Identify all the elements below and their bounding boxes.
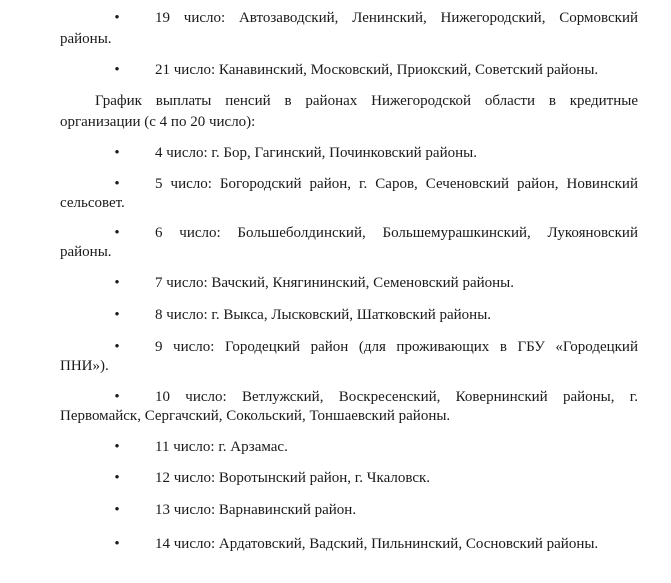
- list-item-text: 12 число: Воротынский район, г. Чкаловск.: [155, 470, 431, 486]
- list-item-text: 11 число: г. Арзамас.: [155, 439, 288, 455]
- list-item-text: 5 число: Богородский район, г. Саров, Сеченовский район, Новинский: [155, 176, 638, 192]
- bullet-icon: •: [114, 502, 120, 518]
- list-item-text: 6 число: Большеболдинский, Большемурашкинский, Лукояновский: [155, 225, 638, 241]
- list-item-text: 8 число: г. Выкса, Лысковский, Шатковский районы.: [155, 307, 492, 323]
- list-item-continuation: районы.: [60, 31, 112, 47]
- list-item-text: 4 число: г. Бор, Гагинский, Починковский районы.: [155, 145, 477, 161]
- list-item-text: 9 число: Городецкий район (для проживающих в ГБУ «Городецкий: [155, 339, 638, 355]
- bullet-icon: •: [114, 307, 120, 323]
- list-item-continuation: сельсовет.: [60, 195, 125, 211]
- list-item-continuation: районы.: [60, 244, 112, 260]
- list-item-text: 13 число: Варнавинский район.: [155, 502, 357, 518]
- bullet-icon: •: [114, 439, 120, 455]
- bullet-icon: •: [114, 10, 120, 26]
- bullet-icon: •: [114, 536, 120, 552]
- bullet-icon: •: [114, 225, 120, 241]
- bullet-icon: •: [114, 339, 120, 355]
- list-item-text: 21 число: Канавинский, Московский, Приокский, Советский районы.: [155, 62, 599, 78]
- bullet-icon: •: [114, 176, 120, 192]
- list-item-text: 19 число: Автозаводский, Ленинский, Нижегородский, Сормовский: [155, 10, 638, 26]
- bullet-icon: •: [114, 275, 120, 291]
- paragraph-line: организации (с 4 по 20 число):: [60, 114, 256, 130]
- bullet-icon: •: [114, 389, 120, 405]
- paragraph-line: График выплаты пенсий в районах Нижегородской области в кредитные: [95, 93, 638, 109]
- bullet-icon: •: [114, 62, 120, 78]
- list-item-continuation: ПНИ»).: [60, 358, 109, 374]
- list-item-text: 7 число: Вачский, Княгининский, Семеновский районы.: [155, 275, 514, 291]
- list-item-text: 14 число: Ардатовский, Вадский, Пильнинский, Сосновский районы.: [155, 536, 599, 552]
- bullet-icon: •: [114, 145, 120, 161]
- bullet-icon: •: [114, 470, 120, 486]
- list-item-continuation: Первомайск, Сергачский, Сокольский, Тоншаевский районы.: [60, 408, 451, 424]
- list-item-text: 10 число: Ветлужский, Воскресенский, Ковернинский районы, г.: [155, 389, 638, 405]
